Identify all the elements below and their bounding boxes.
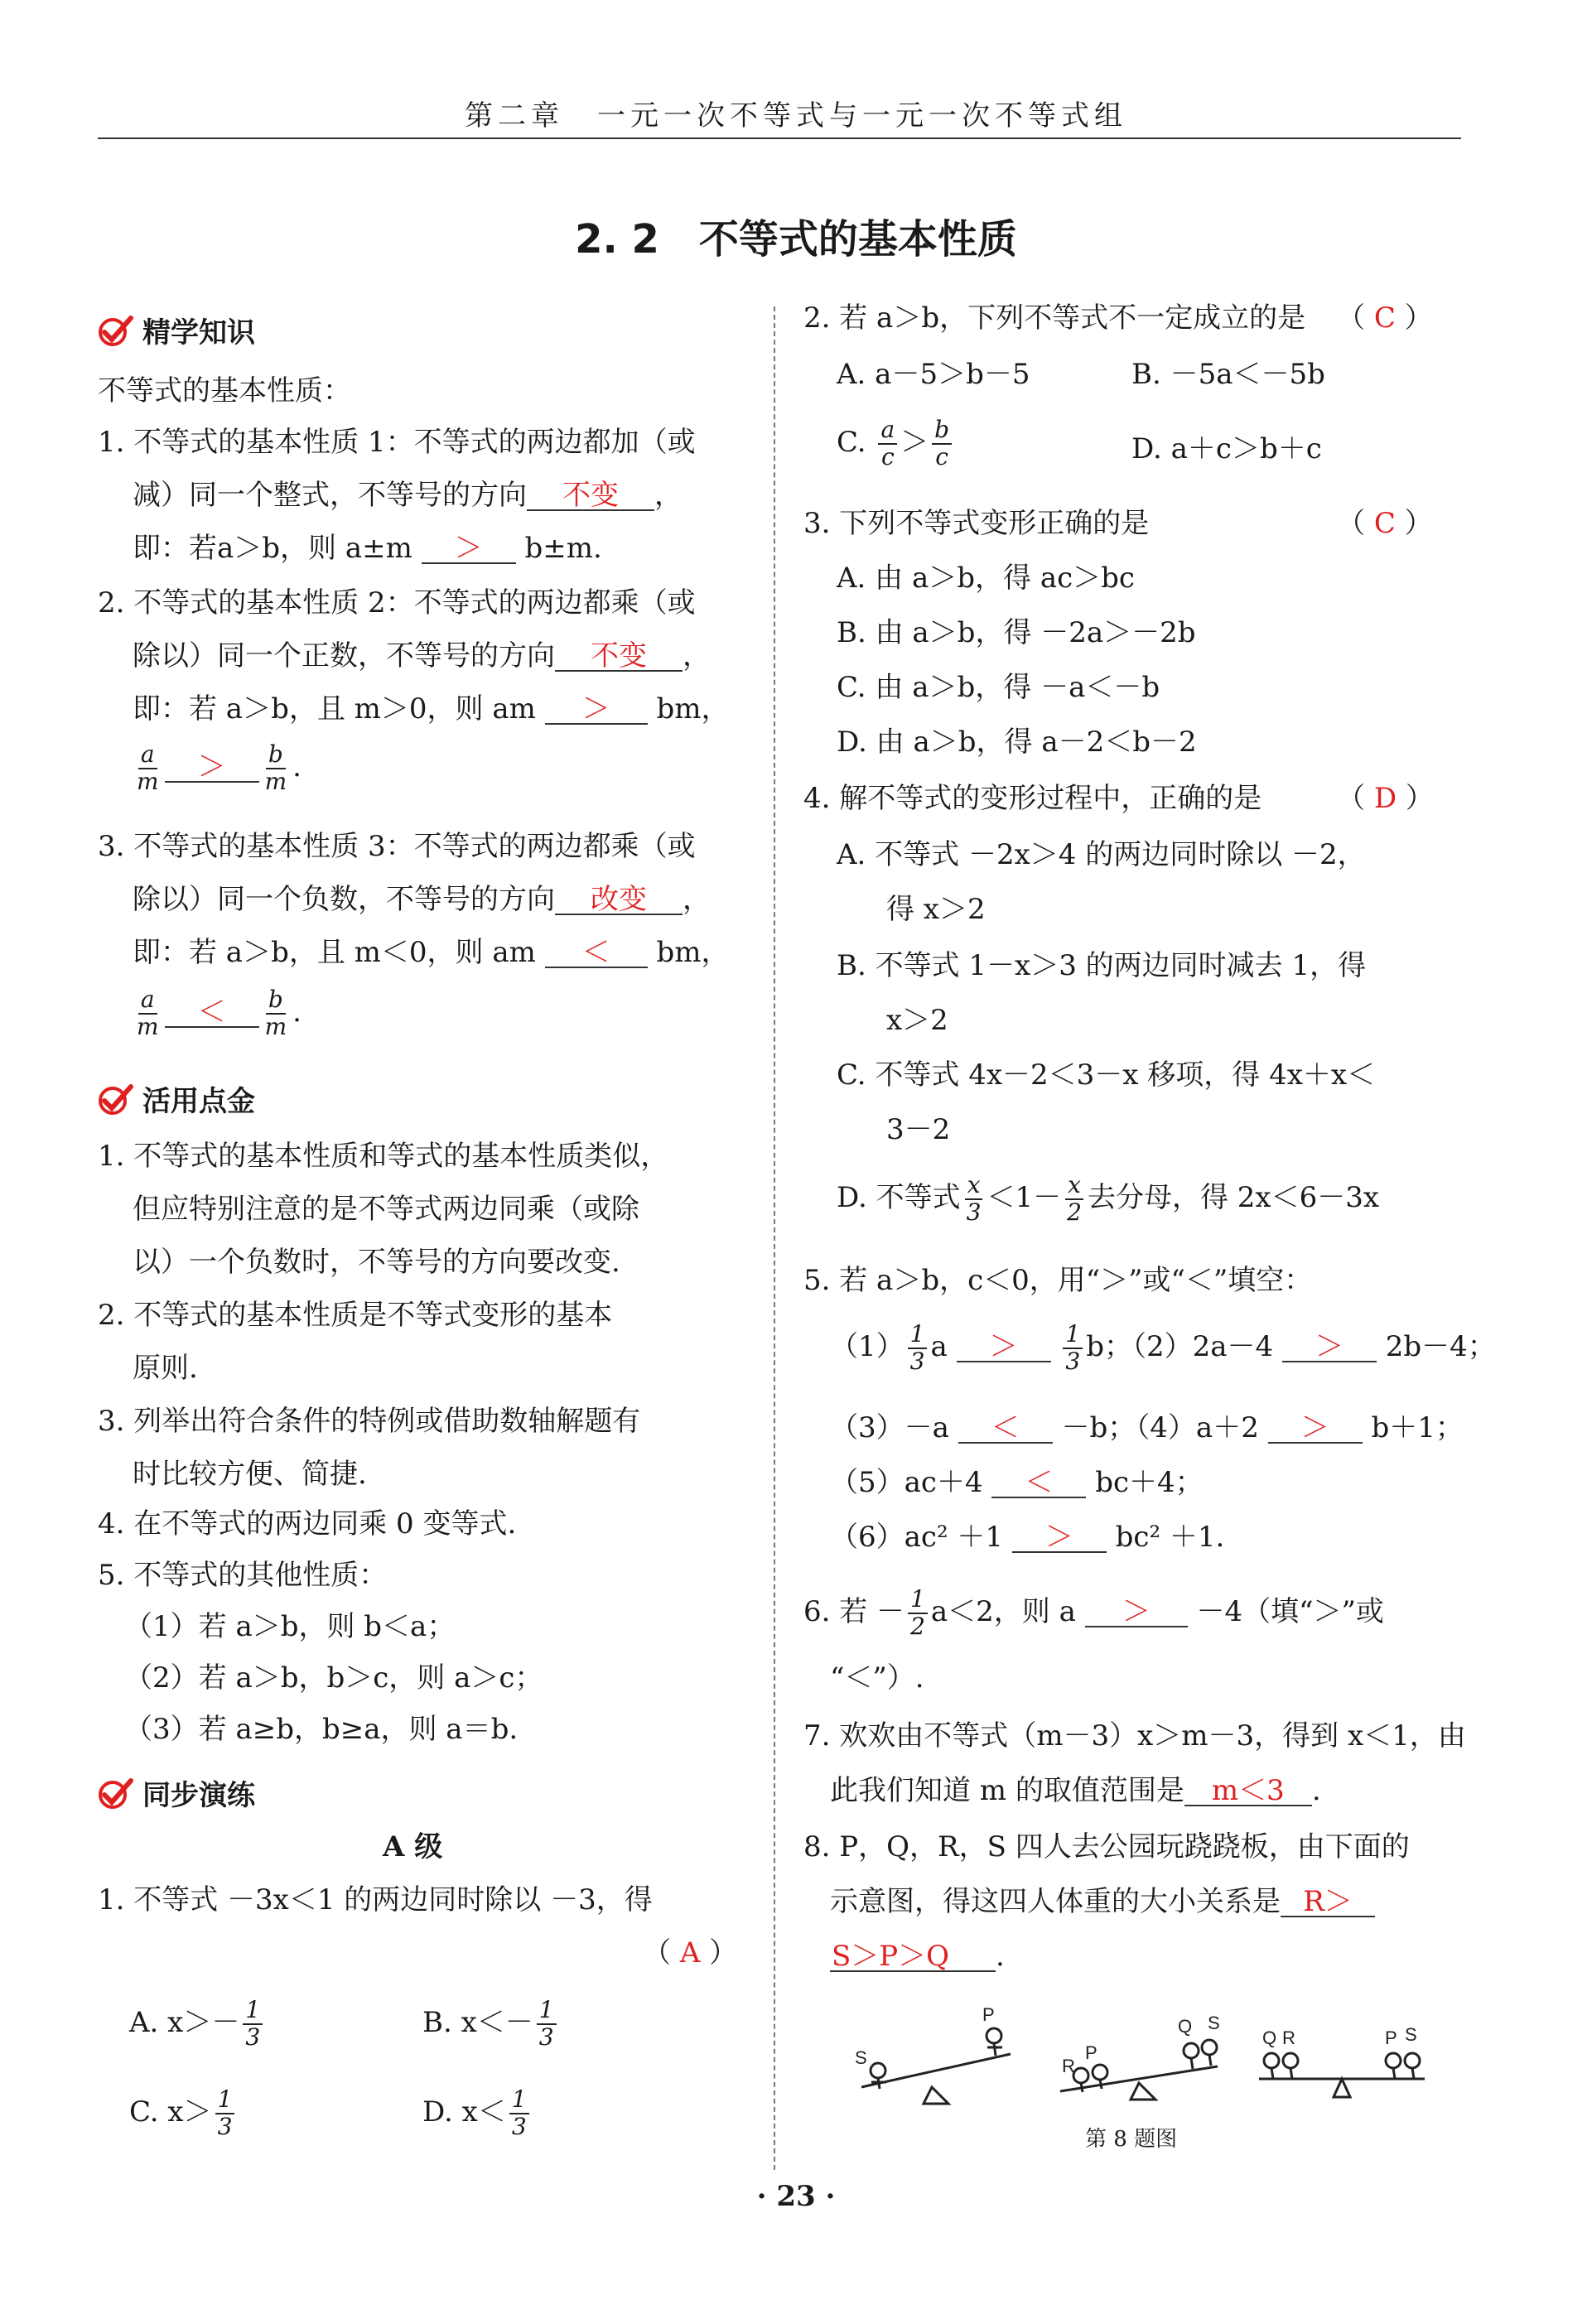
seesaw-label: Q	[1262, 2027, 1277, 2048]
question4-answer: （ D ）	[1337, 782, 1434, 815]
answer-blank: 不变	[527, 481, 654, 511]
answer-blank: ＞	[1268, 1414, 1363, 1444]
question4-option-a-line1: A. 不等式 －2x＞4 的两边同时除以 －2，	[837, 838, 1366, 871]
answer-blank: ＞	[422, 534, 516, 564]
seesaw-label: P	[982, 2004, 995, 2025]
question1-option-b: B. x＜－ $\frac{1}{3}$	[422, 1998, 560, 2051]
answer-blank: ＞	[1282, 1333, 1377, 1362]
seesaw-label: P	[1085, 2042, 1098, 2063]
question3-option-b: B. 由 a＞b，得 －2a＞－2b	[837, 616, 1196, 649]
question2-option-a: A. a－5＞b－5	[837, 358, 1030, 391]
answer-blank: R＞	[1281, 1888, 1375, 1917]
seesaw-figure	[845, 1996, 1441, 2120]
question5-item-6: （6）ac² ＋1 ＞ bc² ＋1.	[830, 1521, 1225, 1554]
question5-item-5: （5）ac＋4 ＜ bc＋4；	[830, 1466, 1204, 1499]
intro-text: 不等式的基本性质：	[98, 374, 351, 407]
question3-option-a: A. 由 a＞b，得 ac＞bc	[837, 562, 1135, 595]
answer-blank: ＞	[1012, 1523, 1107, 1553]
question3-answer: （ C ）	[1337, 507, 1433, 540]
answer-blank: 不变	[555, 642, 683, 672]
chapter-header: 第二章 一元一次不等式与一元一次不等式组	[465, 99, 1127, 133]
figure-caption: 第 8 题图	[1085, 2127, 1178, 2152]
question3-option-c: C. 由 a＞b，得 －a＜－b	[837, 671, 1160, 704]
property2-line1: 2. 不等式的基本性质 2：不等式的两边都乘（或	[98, 586, 696, 620]
answer-blank: ＜	[958, 1414, 1053, 1444]
answer-blank: ＞	[165, 753, 259, 783]
header-rule	[98, 137, 1461, 139]
question2-option-c: C. $\frac{a}{c}$ ＞ $\frac{b}{c}$	[837, 417, 955, 470]
question5-items-1-2: （1） $\frac{1}{3}$ a ＞ $\frac{1}{3}$ b；（2）2a－4 ＞ 2b－4；	[830, 1320, 1496, 1375]
tip1-line2: 但应特别注意的是不等式两边同乘（或除	[133, 1193, 639, 1226]
question7-line1: 7. 欢欢由不等式（m－3）x＞m－3，得到 x＜1，由	[803, 1719, 1466, 1753]
section-label: 同步演练	[142, 1779, 255, 1812]
tip3-line2: 时比较方便、简捷.	[133, 1458, 367, 1491]
seesaw-label: Q	[1178, 2016, 1193, 2037]
answer-blank: ＜	[545, 938, 648, 968]
question1-stem: 1. 不等式 －3x＜1 的两边同时除以 －3，得	[98, 1883, 653, 1917]
section-heading-practice	[98, 1772, 255, 1813]
section-heading-tips	[98, 1078, 255, 1119]
tip5-item3: （3）若 a≥b，b≥a，则 a＝b.	[124, 1713, 519, 1746]
question4-option-b-line1: B. 不等式 1－x＞3 的两边同时减去 1，得	[837, 949, 1367, 982]
answer-blank: ＜	[165, 998, 259, 1028]
seesaw-label: R	[1062, 2056, 1075, 2076]
question2-option-b: B. －5a＜－5b	[1131, 358, 1325, 391]
question5-stem: 5. 若 a＞b，c＜0，用“＞”或“＜”填空：	[803, 1264, 1313, 1297]
answer-blank: m＜3	[1184, 1777, 1312, 1806]
property3-line1: 3. 不等式的基本性质 3：不等式的两边都乘（或	[98, 830, 696, 863]
answer-blank: ＞	[1085, 1598, 1188, 1627]
checkmark-icon	[98, 1777, 134, 1810]
question4-option-d: D. 不等式 $\frac{x}{3}$ ＜1－ $\frac{x}{2}$ 去分母，得 2x＜6－3x	[837, 1171, 1380, 1226]
question4-option-b-line2: x＞2	[886, 1004, 948, 1037]
tip4: 4. 在不等式的两边同乘 0 变等式.	[98, 1507, 517, 1540]
tip2-line2: 原则.	[133, 1352, 198, 1385]
seesaw-label: P	[1385, 2027, 1397, 2048]
answer-blank: ＞	[957, 1333, 1051, 1362]
question4-option-c-line2: 3－2	[886, 1113, 951, 1146]
question3-option-d: D. 由 a＞b，得 a－2＜b－2	[837, 726, 1197, 759]
seesaw-label: S	[855, 2047, 867, 2068]
question7-line2: 此我们知道 m 的取值范围是 m＜3 .	[830, 1774, 1321, 1807]
checkmark-icon	[98, 1082, 134, 1116]
seesaw-label: S	[1208, 2013, 1220, 2033]
question5-items-3-4: （3）－a ＜ －b；（4）a＋2 ＞ b＋1；	[830, 1411, 1464, 1444]
property1-line2: 减）同一个整式，不等号的方向 不变 ，	[133, 479, 683, 512]
checkmark-icon	[98, 314, 134, 347]
tip1-line1: 1. 不等式的基本性质和等式的基本性质类似，	[98, 1140, 669, 1173]
column-divider	[774, 306, 775, 2170]
property3-line3: 即：若 a＞b，且 m＜0，则 am ＜ bm，	[133, 936, 730, 969]
question1-answer: （ A ）	[643, 1936, 738, 1970]
answer-blank: S＞P＞Q	[830, 1942, 996, 1972]
question2-answer: （ C ）	[1337, 301, 1433, 335]
property2-fraction-line: $\frac{a}{m}$ ＞ $\frac{b}{m}$ .	[137, 740, 302, 795]
property1-line3: 即：若a＞b，则 a±m ＞ b±m.	[133, 532, 602, 565]
property3-fraction-line: $\frac{a}{m}$ ＜ $\frac{b}{m}$ .	[137, 986, 302, 1040]
tip2-line1: 2. 不等式的基本性质是不等式变形的基本	[98, 1299, 613, 1332]
question4-option-c-line1: C. 不等式 4x－2＜3－x 移项，得 4x＋x＜	[837, 1058, 1376, 1092]
property2-line3: 即：若 a＞b，且 m＞0，则 am ＞ bm，	[133, 692, 730, 726]
question8-line2: 示意图，得这四人体重的大小关系是 R＞	[830, 1885, 1375, 1919]
question3-stem: 3. 下列不等式变形正确的是	[803, 507, 1150, 540]
level-label: A 级	[383, 1830, 443, 1864]
answer-blank: ＞	[545, 695, 648, 725]
property2-line2: 除以）同一个正数，不等号的方向 不变 ，	[133, 639, 711, 673]
section-heading-knowledge	[98, 310, 255, 350]
question6-line2: “＜”）.	[830, 1661, 924, 1695]
question2-option-d: D. a＋c＞b＋c	[1131, 432, 1322, 465]
question1-option-c: C. x＞ $\frac{1}{3}$	[129, 2087, 238, 2140]
section-label: 活用点金	[142, 1085, 255, 1118]
question4-option-a-line2: 得 x＞2	[886, 893, 986, 926]
tip5-item2: （2）若 a＞b，b＞c，则 a＞c；	[124, 1661, 543, 1695]
tip3-line1: 3. 列举出符合条件的特例或借助数轴解题有	[98, 1405, 641, 1438]
question4-stem: 4. 解不等式的变形过程中，正确的是	[803, 782, 1262, 815]
tip5-item1: （1）若 a＞b，则 b＜a；	[124, 1610, 456, 1643]
property1-line1: 1. 不等式的基本性质 1：不等式的两边都加（或	[98, 426, 696, 459]
tip1-line3: 以）一个负数时，不等号的方向要改变.	[133, 1246, 620, 1279]
question1-option-d: D. x＜ $\frac{1}{3}$	[422, 2087, 533, 2140]
section-title: 2. 2 不等式的基本性质	[575, 216, 1017, 263]
section-label: 精学知识	[142, 316, 255, 350]
seesaw-label: R	[1282, 2027, 1295, 2048]
answer-blank: 改变	[555, 885, 683, 915]
property3-line2: 除以）同一个负数，不等号的方向 改变 ，	[133, 883, 711, 916]
question2-stem: 2. 若 a＞b，下列不等式不一定成立的是	[803, 301, 1306, 335]
page-number: · 23 ·	[756, 2180, 836, 2213]
question8-line1: 8. P，Q，R，S 四人去公园玩跷跷板，由下面的	[803, 1830, 1410, 1864]
seesaw-label: S	[1405, 2024, 1417, 2045]
question6-line1: 6. 若 － $\frac{1}{2}$ a＜2，则 a ＞ －4（填“＞”或	[803, 1585, 1384, 1640]
answer-blank: ＜	[991, 1468, 1086, 1498]
question1-option-a: A. x＞－ $\frac{1}{3}$	[129, 1998, 266, 2051]
question8-line3: S＞P＞Q .	[832, 1940, 1005, 1973]
tip5: 5. 不等式的其他性质：	[98, 1559, 388, 1592]
